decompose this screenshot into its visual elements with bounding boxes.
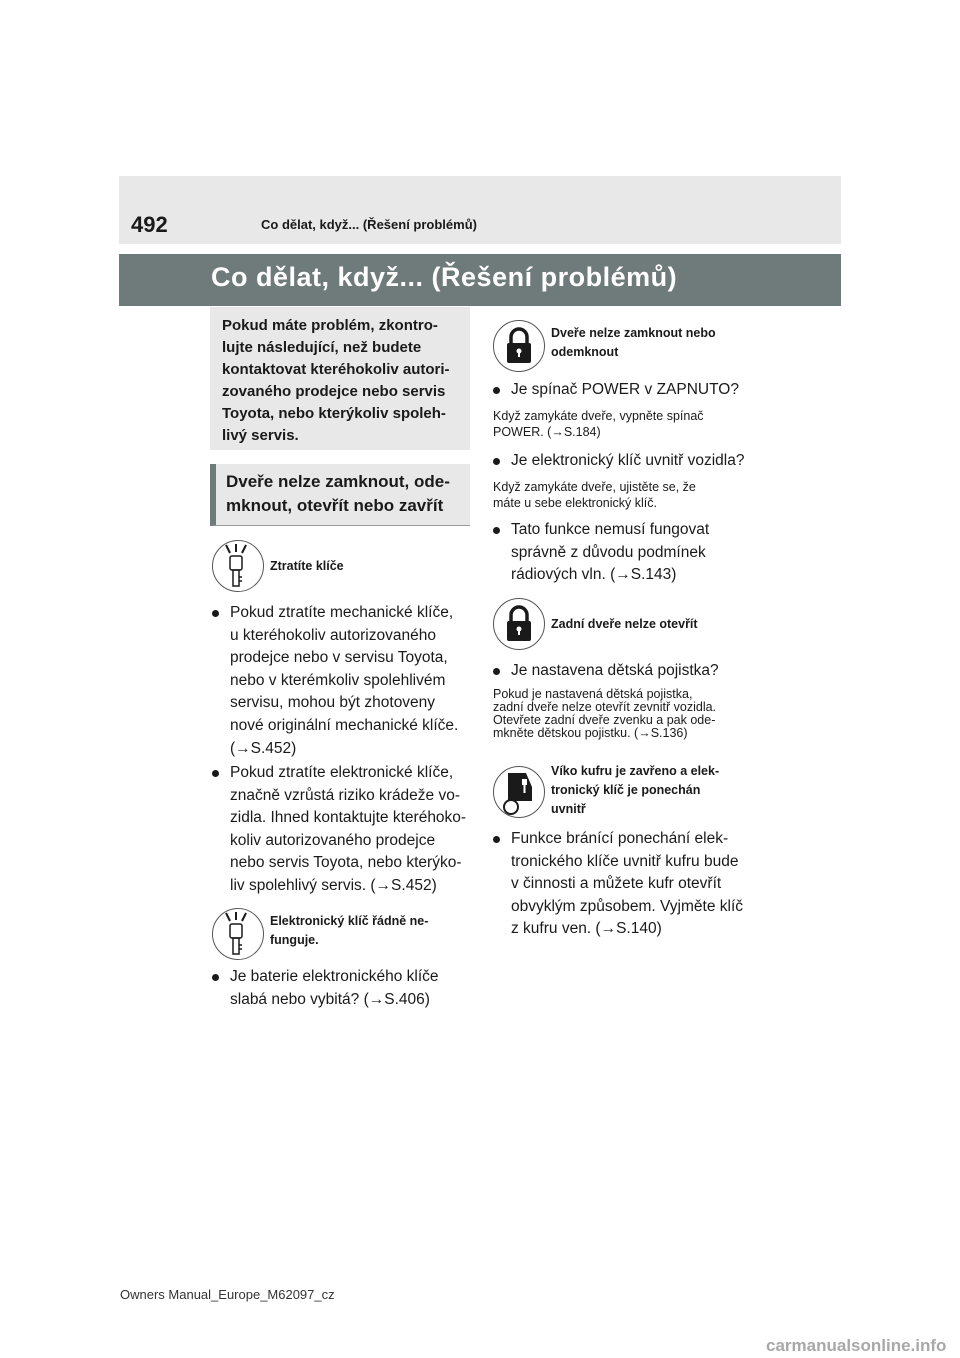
- bullet-dot: [493, 836, 500, 843]
- bullet-dot: [212, 610, 219, 617]
- bullet-line: liv spolehlivý servis. (→S.452): [230, 876, 437, 894]
- note-text: [493, 479, 793, 511]
- bullet-line: obvyklým způsobem. Vyjměte klíč: [511, 897, 744, 915]
- bullet-line: nové originální mechanické klíče.: [230, 716, 459, 734]
- note-line: zadní dveře nelze otevřít zevnitř vozidla.: [493, 700, 717, 714]
- note-text: [493, 408, 793, 440]
- bullet-dot: [212, 974, 219, 981]
- bullet-line: Funkce bránící ponechání elek-: [511, 830, 729, 847]
- label-line: Víko kufru je zavřeno a elek-: [551, 764, 720, 778]
- padlock-icon: [493, 320, 545, 372]
- key-warning-icon: [212, 540, 264, 592]
- key-warning-icon: [212, 908, 264, 960]
- bullet-dot: [493, 458, 500, 465]
- bullet-line: Tato funkce nemusí fungovat: [511, 521, 710, 538]
- key-malfunction-label: [270, 912, 428, 950]
- bullet-line: servisu, mohou být zhotoveny: [230, 694, 436, 712]
- bullet-line: rádiových vln. (→S.143): [511, 566, 677, 584]
- section-heading-box: [210, 464, 470, 526]
- intro-line: lujte následující, než budete: [222, 339, 422, 356]
- section-heading-line: mknout, otevřít nebo zavřít: [226, 496, 444, 515]
- bullet-dot: [212, 770, 219, 777]
- title-band: [119, 254, 841, 306]
- note-line: POWER. (→S.184): [493, 425, 601, 439]
- lost-keys-label: Ztratíte klíče: [270, 559, 344, 573]
- watermark: carmanualsonline.info: [766, 1336, 947, 1355]
- section-heading-line: Dveře nelze zamknout, ode-: [226, 472, 450, 491]
- bullet-dot: [493, 668, 500, 675]
- label-line: uvnitř: [551, 802, 586, 816]
- rear-door-label: Zadní dveře nelze otevřít: [551, 617, 698, 631]
- page-title: Co dělat, když... (Řešení problémů): [211, 262, 678, 292]
- bullet-line: prodejce nebo v servisu Toyota,: [230, 649, 448, 667]
- note-line: mkněte dětskou pojistku. (→S.136): [493, 726, 688, 740]
- intro-text: [222, 315, 462, 447]
- label-line: Dveře nelze zamknout nebo: [551, 326, 716, 340]
- trunk-key-icon: [493, 766, 545, 818]
- bullet-line: Pokud ztratíte elektronické klíče,: [230, 764, 454, 781]
- label-line: odemknout: [551, 345, 619, 359]
- intro-line: Pokud máte problém, zkontro-: [222, 317, 438, 334]
- note-line: Otevřete zadní dveře zvenku a pak ode-: [493, 713, 716, 727]
- bullet-line: u kteréhokoliv autorizovaného: [230, 626, 436, 644]
- note-line: Když zamykáte dveře, vypněte spínač: [493, 409, 704, 423]
- header-bar: [119, 176, 841, 244]
- bullet-line: zidla. Ihned kontaktujte kteréhoko-: [230, 809, 467, 827]
- bullet-text: Je spínač POWER v ZAPNUTO?: [511, 381, 739, 398]
- padlock-icon: [493, 598, 545, 650]
- bullet-line: v činnosti a můžete kufr otevřít: [511, 875, 722, 893]
- bullet-text: Je nastavena dětská pojistka?: [511, 662, 719, 679]
- note-text: [493, 688, 793, 740]
- bullet-line: Pokud ztratíte mechanické klíče,: [230, 604, 454, 621]
- bullet-line: nebo v kterémkoliv spolehlivém: [230, 671, 446, 689]
- label-line: tronický klíč je ponechán: [551, 783, 701, 797]
- intro-box: [210, 307, 470, 450]
- note-line: máte u sebe elektronický klíč.: [493, 496, 657, 510]
- intro-line: kontaktovat kteréhokoliv autori-: [222, 361, 450, 378]
- note-line: Pokud je nastavená dětská pojistka,: [493, 687, 693, 701]
- running-title: Co dělat, když... (Řešení problémů): [261, 217, 477, 232]
- footer-text: Owners Manual_Europe_M62097_cz: [120, 1287, 335, 1302]
- intro-line: zovaného prodejce nebo servis: [222, 383, 446, 400]
- bullet-line: značně vzrůstá riziko krádeže vo-: [230, 786, 461, 804]
- intro-line: livý servis.: [222, 427, 299, 444]
- bullet-line: slabá nebo vybitá? (→S.406): [230, 990, 430, 1008]
- section-heading: [226, 470, 466, 518]
- bullet-line: Je baterie elektronického klíče: [230, 968, 439, 985]
- bullet-line: správně z důvodu podmínek: [511, 543, 706, 561]
- trunk-label: [551, 762, 719, 819]
- bullet-text: Je elektronický klíč uvnitř vozidla?: [511, 452, 745, 469]
- bullet-dot: [493, 387, 500, 394]
- bullet-line: tronického klíče uvnitř kufru bude: [511, 852, 739, 870]
- lock-issue-label: [551, 324, 716, 362]
- bullet-dot: [493, 527, 500, 534]
- label-line: funguje.: [270, 933, 319, 947]
- note-line: Když zamykáte dveře, ujistěte se, že: [493, 480, 696, 494]
- bullet-line: (→S.452): [230, 739, 297, 757]
- page-number: 492: [131, 212, 168, 237]
- bullet-line: nebo servis Toyota, nebo kterýko-: [230, 854, 462, 872]
- intro-line: Toyota, nebo kterýkoliv spoleh-: [222, 405, 446, 422]
- bullet-line: z kufru ven. (→S.140): [511, 920, 662, 938]
- bullet-line: koliv autorizovaného prodejce: [230, 831, 436, 849]
- label-line: Elektronický klíč řádně ne-: [270, 914, 429, 928]
